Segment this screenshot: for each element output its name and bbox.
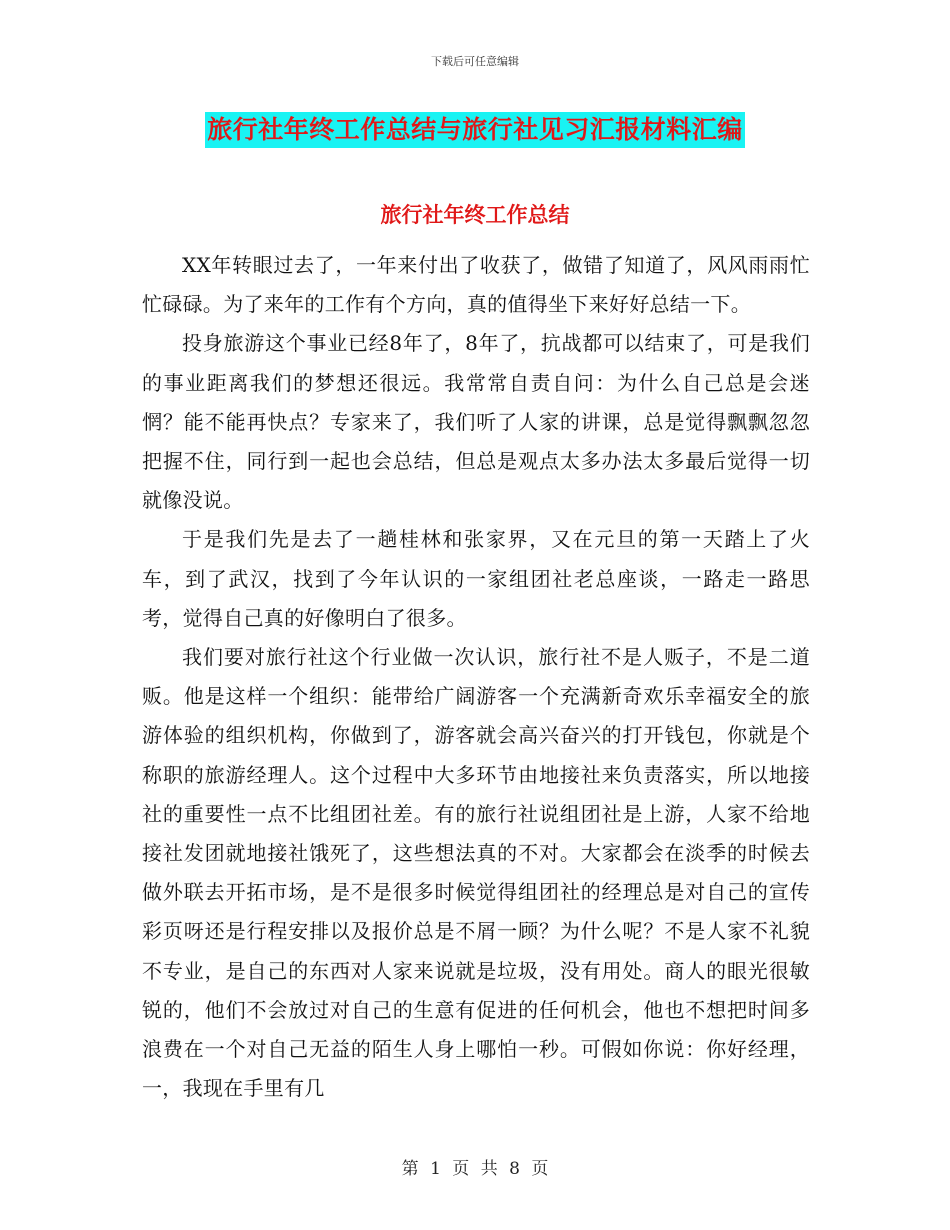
paragraph: XX年转眼过去了，一年来付出了收获了，做错了知道了，风风雨雨忙忙碌碌。为了来年的工作有个方向，真的值得坐下来好好总结一下。 — [142, 253, 810, 317]
paragraph: 我们要对旅行社这个行业做一次认识，旅行社不是人贩子，不是二道贩。他是这样一个组织：能带给广阔游客一个充满新奇欢乐幸福安全的旅游体验的组织机构，你做到了，游客就会高兴奋兴的打开钱包，你就是个称职的旅游经理人。这个过程中大多环节由地接社来负责落实，所以地接社的重要性一点不比组团社差。有的旅行社说组团社是上游，人家不给地接社发团就地接社饿死了，这些想法真的不对。大家都会在淡季的时候去做外联去开拓市场，是不是很多时候觉得组团社的经理总是对自己的宣传彩页呀还是行程安排以及报价总是不屑一顾？为什么呢？不是人家不礼貌不专业，是自己的东西对人家来说就是垃圾，没有用处。商人的眼光很敏锐的，他们不会放过对自己的生意有促进的任何机会，他也不想把时间多浪费在一个对自己无益的陌生人身上哪怕一秒。可假如你说：你好经理，一，我现在手里有几 — [142, 645, 810, 1101]
section-title: 旅行社年终工作总结 — [380, 202, 570, 227]
header-note: 下载后可任意编辑 — [431, 55, 519, 68]
document-title: 旅行社年终工作总结与旅行社见习汇报材料汇编 — [205, 112, 745, 148]
document-title-container — [0, 112, 950, 148]
paragraph: 投身旅游这个事业已经8年了，8年了，抗战都可以结束了，可是我们的事业距离我们的梦想还很远。我常常自责自问：为什么自己总是会迷惘？能不能再快点？专家来了，我们听了人家的讲课，总是觉得飘飘忽忽把握不住，同行到一起也会总结，但总是观点太多办法太多最后觉得一切就像没说。 — [142, 331, 810, 513]
page-footer: 第 1 页 共 8 页 — [401, 1159, 549, 1179]
paragraph: 于是我们先是去了一趟桂林和张家界，又在元旦的第一天踏上了火车，到了武汉，找到了今年认识的一家组团社老总座谈，一路走一路思考，觉得自己真的好像明白了很多。 — [142, 527, 810, 630]
document-body — [142, 246, 810, 1108]
